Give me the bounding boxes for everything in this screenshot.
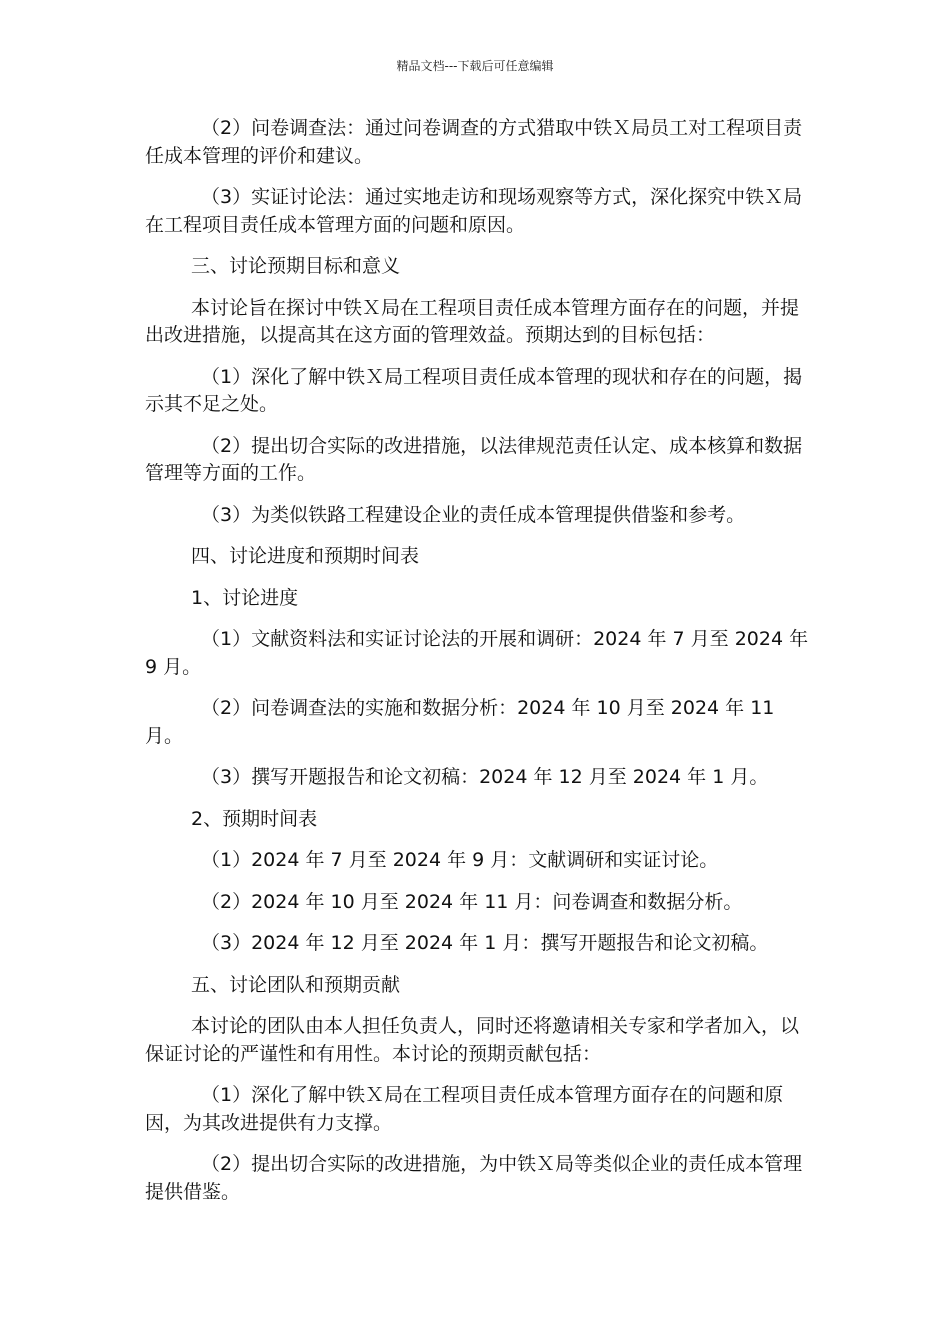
goal-item-3: （3）为类似铁路工程建设企业的责任成本管理提供借鉴和参考。: [201, 503, 746, 526]
schedule-item-1: （1）2024 年 7 月至 2024 年 9 月：文献调研和实证讨论。: [201, 849, 719, 871]
sub-heading-timeline: 2、预期时间表: [191, 807, 318, 830]
page-header: 精品文档---下载后可任意编辑: [396, 59, 554, 73]
sub-heading-progress: 1、讨论进度: [191, 586, 299, 609]
goal-item-2: （2）提出切合实际的改进措施，以法律规范责任认定、成本核算和数据管理等方面的工作。: [145, 434, 803, 484]
progress-item-3: （3）撰写开题报告和论文初稿：2024 年 12 月至 2024 年 1 月。: [201, 766, 769, 788]
contribution-item-1: （1）深化了解中铁Ｘ局在工程项目责任成本管理方面存在的问题和原因，为其改进提供有力支撑。: [145, 1084, 784, 1134]
progress-item-2: （2）问卷调查法的实施和数据分析：2024 年 10 月至 2024 年 11 月。: [145, 697, 775, 747]
section-heading-team: 五、讨论团队和预期贡献: [191, 973, 401, 996]
progress-item-1: （1）文献资料法和实证讨论法的开展和调研：2024 年 7 月至 2024 年 9 月。: [145, 628, 809, 678]
goals-intro-paragraph: 本讨论旨在探讨中铁Ｘ局在工程项目责任成本管理方面存在的问题，并提出改进措施，以提高其在这方面的管理效益。预期达到的目标包括：: [145, 296, 800, 346]
document-body: [145, 115, 815, 1220]
team-intro-paragraph: 本讨论的团队由本人担任负责人，同时还将邀请相关专家和学者加入，以保证讨论的严谨性和有用性。本讨论的预期贡献包括：: [145, 1015, 800, 1065]
contribution-item-2: （2）提出切合实际的改进措施，为中铁Ｘ局等类似企业的责任成本管理提供借鉴。: [145, 1153, 803, 1203]
method-item-questionnaire: （2）问卷调查法：通过问卷调查的方式猎取中铁Ｘ局员工对工程项目责任成本管理的评价和建议。: [145, 117, 803, 167]
schedule-item-2: （2）2024 年 10 月至 2024 年 11 月：问卷调查和数据分析。: [201, 890, 743, 913]
goal-item-1: （1）深化了解中铁Ｘ局工程项目责任成本管理的现状和存在的问题，揭示其不足之处。: [145, 365, 803, 415]
section-heading-schedule: 四、讨论进度和预期时间表: [191, 545, 420, 567]
schedule-item-3: （3）2024 年 12 月至 2024 年 1 月：撰写开题报告和论文初稿。: [201, 932, 769, 954]
method-item-empirical: （3）实证讨论法：通过实地走访和现场观察等方式，深化探究中铁Ｘ局在工程项目责任成本管理方面的问题和原因。: [145, 186, 803, 236]
section-heading-goals: 三、讨论预期目标和意义: [191, 255, 401, 277]
